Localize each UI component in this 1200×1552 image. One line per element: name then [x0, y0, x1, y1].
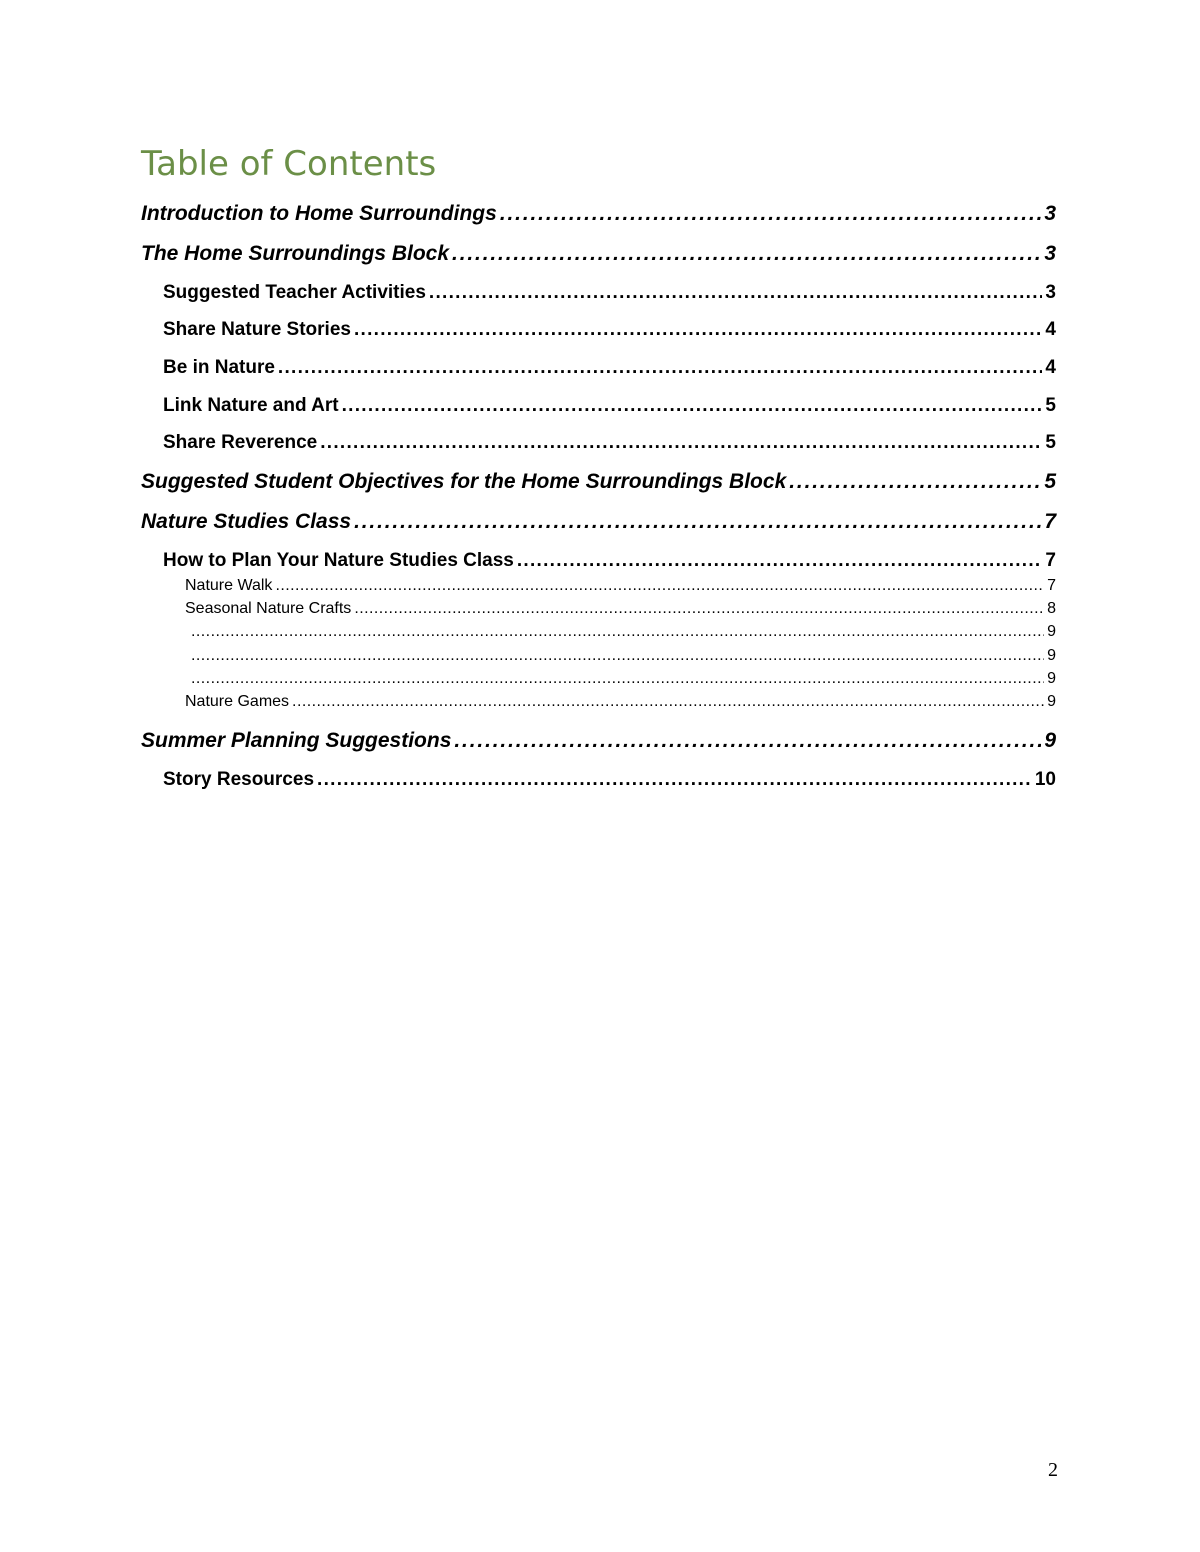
- toc-entry-nature-and-art[interactable]: [163, 394, 1056, 418]
- dot-leader: [789, 469, 1041, 495]
- toc-entry-student-objectives[interactable]: [141, 469, 1056, 495]
- toc-entry-page: 9: [1047, 693, 1056, 710]
- toc-entry-page: 10: [1034, 769, 1056, 790]
- toc-entry-be-in-nature[interactable]: [163, 356, 1056, 380]
- toc-entry-plan-nature-studies[interactable]: [163, 549, 1056, 573]
- dot-leader: [275, 576, 1044, 596]
- dot-leader: [191, 669, 1044, 689]
- toc-entry-untitled[interactable]: [188, 646, 1056, 666]
- dot-leader: [452, 241, 1041, 267]
- toc-entry-title: Seasonal Nature Crafts: [185, 600, 352, 617]
- toc-entry-page: 8: [1047, 600, 1056, 617]
- toc-entry-title: Share Nature Stories: [163, 319, 351, 340]
- dot-leader: [454, 728, 1041, 754]
- dot-leader: [191, 646, 1044, 666]
- toc-entry-nature-walk[interactable]: [185, 576, 1056, 596]
- dot-leader: [354, 509, 1041, 535]
- toc-entry-nature-games[interactable]: [185, 692, 1056, 712]
- toc-entry-summer-planning[interactable]: [141, 728, 1056, 754]
- toc-entry-page: 4: [1045, 357, 1056, 378]
- toc-entry-title: Nature Studies Class: [141, 510, 352, 533]
- toc-entry-title: Suggested Teacher Activities: [163, 282, 426, 303]
- toc-entry-home-surroundings-block[interactable]: [141, 241, 1056, 267]
- dot-leader: [191, 622, 1044, 642]
- toc-entry-page: 7: [1047, 577, 1056, 594]
- toc-entry-page: 9: [1047, 623, 1056, 640]
- dot-leader: [320, 431, 1042, 455]
- toc-entry-page: 3: [1044, 242, 1056, 265]
- toc-entry-page: 9: [1047, 647, 1056, 664]
- toc-entry-title: Be in Nature: [163, 357, 275, 378]
- page-title: Table of Contents: [141, 144, 437, 184]
- dot-leader: [317, 768, 1032, 792]
- toc-entry-title: Introduction to Home Surroundings: [141, 202, 497, 225]
- toc-entry-title: How to Plan Your Nature Studies Class: [163, 550, 514, 571]
- dot-leader: [278, 356, 1043, 380]
- toc-entry-page: 5: [1045, 432, 1056, 453]
- toc-entry-title: The Home Surroundings Block: [141, 242, 450, 265]
- dot-leader: [342, 394, 1043, 418]
- toc-entry-page: 7: [1044, 510, 1056, 533]
- toc-entry-title: Story Resources: [163, 769, 315, 790]
- toc-entry-title: Nature Walk: [185, 577, 273, 594]
- toc-entry-title: Link Nature and Art: [163, 395, 339, 416]
- toc-entry-title: Share Reverence: [163, 432, 318, 453]
- toc-entry-page: 5: [1044, 470, 1056, 493]
- toc-entry-untitled[interactable]: [188, 669, 1056, 689]
- toc-entry-title: Suggested Student Objectives for the Home Surroundings Block: [141, 470, 787, 493]
- dot-leader: [429, 281, 1043, 305]
- dot-leader: [500, 201, 1042, 227]
- toc-entry-page: 5: [1045, 395, 1056, 416]
- toc-entry-share-reverence[interactable]: [163, 431, 1056, 455]
- toc-entry-page: 3: [1045, 282, 1056, 303]
- toc-entry-nature-studies-class[interactable]: [141, 509, 1056, 535]
- page-number: 2: [1048, 1459, 1058, 1481]
- toc-entry-introduction[interactable]: [141, 201, 1056, 227]
- toc-entry-page: 3: [1044, 202, 1056, 225]
- dot-leader: [354, 318, 1042, 342]
- dot-leader: [517, 549, 1043, 573]
- dot-leader: [292, 692, 1044, 712]
- toc-entry-untitled[interactable]: [188, 622, 1056, 642]
- toc-entry-nature-stories[interactable]: [163, 318, 1056, 342]
- toc-entry-page: 9: [1044, 729, 1056, 752]
- dot-leader: [354, 599, 1044, 619]
- toc-entry-seasonal-crafts[interactable]: [185, 599, 1056, 619]
- toc-entry-story-resources[interactable]: [163, 768, 1056, 792]
- toc-entry-page: 7: [1045, 550, 1056, 571]
- toc-entry-title: Summer Planning Suggestions: [141, 729, 452, 752]
- toc-entry-title: Nature Games: [185, 693, 290, 710]
- toc-entry-teacher-activities[interactable]: [163, 281, 1056, 305]
- toc-entry-page: 9: [1047, 670, 1056, 687]
- toc-entry-page: 4: [1045, 319, 1056, 340]
